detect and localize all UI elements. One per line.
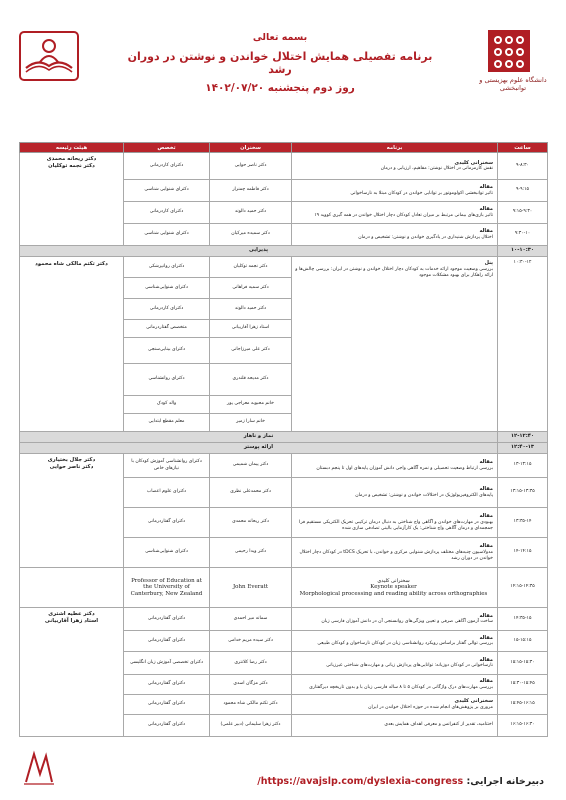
document-footer: [0, 748, 566, 800]
program-cell: [292, 202, 498, 224]
program-cell: [292, 652, 498, 675]
specialty-cell: دکترای علوم اعصاب: [124, 478, 210, 508]
col-time: ساعت: [498, 143, 548, 153]
header-titles: [120, 32, 440, 94]
table-row: [20, 454, 548, 478]
specialty-cell: دکترای گفتاردرمانی: [124, 695, 210, 715]
university-logo: [474, 28, 547, 108]
col-specialty: تخصص: [124, 143, 210, 153]
program-type: مقاله: [479, 459, 493, 466]
speaker-cell: دکتر مژگان اسدی: [210, 675, 292, 695]
chairs-cell: دکتر ریحانه محمدی دکتر نجمه توکلیان: [20, 153, 124, 246]
program-title: نارساخوانی در کودکان دوزبانه: توانایی‌های پردازش زبانی و مهارت‌های شناختی غیرزبانی: [326, 663, 493, 669]
speaker-cell: دکتر فاطمه چمنزار: [210, 180, 292, 202]
time-cell: ۱۵-۱۵:۱۵: [498, 631, 548, 652]
program-cell: [292, 675, 498, 695]
program-title: بررسی توالی گفتار براساس رویکرد روانشناسی زبان در کودکان نارساخوان و کودکان طبیعی: [317, 641, 493, 647]
break-row: [20, 443, 548, 454]
speaker-cell: دکتر ناصر حوایی: [210, 153, 292, 180]
specialty-cell: دکترای کاردرمانی: [124, 299, 210, 320]
program-cell: [292, 153, 498, 180]
program-type: مقاله: [479, 512, 493, 519]
specialty-cell: دکترای شنوایی‌شناسی: [124, 538, 210, 568]
specialty-cell: دکترای گفتاردرمانی: [124, 508, 210, 538]
specialty-cell: دکترای گفتاردرمانی: [124, 631, 210, 652]
time-cell: ۱۳-۱۳:۱۵: [498, 454, 548, 478]
break-label: نماز و ناهار: [20, 432, 498, 443]
speaker-cell: دکتر رضا کلانتری: [210, 652, 292, 675]
program-type: مقاله: [479, 184, 493, 191]
program-title: Morphological processing and reading ability across orthographies: [299, 590, 488, 597]
table-header-row: [20, 143, 548, 153]
program-type: مقاله: [479, 486, 493, 493]
specialty-cell: دکترای تخصصی آموزش زبان انگلیسی: [124, 652, 210, 675]
specialty-cell: Professor of Education at the University of Canterbury, New Zealand: [124, 568, 210, 608]
speaker-cell: John Everatt: [210, 568, 292, 608]
program-cell: [292, 224, 498, 246]
program-cell: [292, 180, 498, 202]
program-type: سخنرانی کلیدی: [454, 698, 493, 705]
specialty-cell: دکترای کاردرمانی: [124, 202, 210, 224]
program-title: تاثیر توانبخشی اکولوموتور بر توانایی خواندن در کودکان مبتلا به نارساخوانی: [350, 190, 493, 196]
speaker-cell: خانم محبوبه معراجی پور: [210, 396, 292, 414]
avaj-logo-icon: [22, 748, 56, 786]
specialty-cell: والد کودک: [124, 396, 210, 414]
program-type: مقاله: [479, 206, 493, 213]
program-type-fa: سخنرانی کلیدی: [377, 577, 410, 584]
chairs-cell: دکتر عطیه اشتری استاد زهرا آقاربیانی: [20, 608, 124, 737]
program-cell: [292, 695, 498, 715]
specialty-cell: دکترای گفتاردرمانی: [124, 675, 210, 695]
speaker-cell: دکتر حمید دالوند: [210, 202, 292, 224]
program-cell: [292, 608, 498, 631]
schedule-table: [19, 142, 548, 737]
specialty-cell: دکترای کاردرمانی: [124, 153, 210, 180]
program-title: اختتامیه، تقدیر از کنفرانس و معرفی اهداف همایش بعدی: [384, 722, 493, 728]
program-cell: [292, 715, 498, 737]
speaker-cell: دکتر ویدا رحیمی: [210, 538, 292, 568]
keynote-row: [20, 568, 548, 608]
time-cell: ۱۴:۳۵-۱۵: [498, 608, 548, 631]
time-cell: ۹-۹:۱۵: [498, 180, 548, 202]
basmala: بسمه تعالی: [252, 32, 308, 43]
program-title: پایه‌های الکتروفیزیولوژیک در اختلالات خواندن و نوشتن: تشخیص و درمان: [355, 492, 493, 498]
page-title: برنامه تفصیلی همایش اختلال خواندن و نوشتن در دوران رشد: [127, 50, 433, 76]
panel-row: [20, 257, 548, 278]
time-cell: ۱۴:۱۵-۱۴:۳۵: [498, 568, 548, 608]
specialty-cell: دکترای شنوایی شناسی: [124, 180, 210, 202]
document-header: [0, 0, 566, 120]
university-emblem-icon: [474, 28, 544, 74]
program-cell: [292, 631, 498, 652]
program-cell: [292, 478, 498, 508]
program-title: بررسی وضعیت موجود ارائه خدمات به کودکان دچار اختلال خواندن و نوشتن در ایران: بررسی چالش‌ها و ارائه راهکار برای بهبود مشکلات موجود: [295, 266, 493, 278]
speaker-cell: دکتر محمدعلی نظری: [210, 478, 292, 508]
program-title: اختلال پردازش شنیداری در یادگیری خواندن و نوشتن: تشخیص و درمان: [358, 234, 493, 240]
program-type: مقاله: [479, 542, 493, 549]
speaker-cell: دکتر علی میرزاجانی: [210, 338, 292, 364]
chairs-cell: دکتر تکتم مالکی شاه محمود: [20, 257, 124, 432]
speaker-cell: سمانه میر احمدی: [210, 608, 292, 631]
specialty-cell: دکترای شنوایی‌شناسی: [124, 278, 210, 299]
specialty-cell: دکترای گفتاردرمانی: [124, 715, 210, 737]
specialty-cell: دکترای روانشناسی: [124, 364, 210, 396]
specialty-cell: معلم مقطع ابتدایی: [124, 414, 210, 432]
time-cell: ۱۰-۱۰:۳۰: [498, 246, 548, 257]
col-program: برنامه: [292, 143, 498, 153]
time-cell: ۹:۱۵-۹:۳۰: [498, 202, 548, 224]
time-cell: ۱۳:۳۵-۱۴: [498, 508, 548, 538]
time-cell: ۱۵:۱۵-۱۵:۳۰: [498, 652, 548, 675]
program-cell: [292, 508, 498, 538]
speaker-cell: دکتر زهرا سلیمانی (دبیر علمی): [210, 715, 292, 737]
col-speaker: سخنران: [210, 143, 292, 153]
schedule-table-wrap: [19, 142, 547, 737]
congress-logo-icon: [18, 28, 80, 84]
program-title: ساخت آزمون آگاهی صرفی و تعیین ویژگی‌های روانسنجی آن در دانش آموزان فارسی زبان: [321, 619, 493, 625]
program-type: Keynote speaker: [370, 583, 417, 590]
specialty-cell: متخصص گفتاردرمانی: [124, 320, 210, 338]
time-cell: ۹:۳۰-۱۰: [498, 224, 548, 246]
speaker-cell: خانم سارا زمیر: [210, 414, 292, 432]
program-cell: [292, 257, 498, 432]
speaker-cell: دکتر ریحانه محمدی: [210, 508, 292, 538]
program-type: مقاله: [479, 228, 493, 235]
break-row: [20, 246, 548, 257]
speaker-cell: دکتر مدیحه قلندری: [210, 364, 292, 396]
program-title: بهبودی در مهارت‌های خواندن و آگاهی واج شناختی به دنبال درمان ترکیبی تحریک الکتریکی مستقیم فرا جمجمه‌ای و درمان آگاهی واج شناختی: یک کارآزمایی بالینی تصادفی سازی شده: [299, 519, 493, 531]
speaker-cell: دکتر سمیه فراهانی: [210, 278, 292, 299]
program-type: مقاله: [479, 612, 493, 619]
speaker-cell: دکتر تکتم مالکی شاه محمود: [210, 695, 292, 715]
specialty-cell: دکترای شنوایی شناسی: [124, 224, 210, 246]
break-label: ارائه پوستر: [20, 443, 498, 454]
secretariat-label: دبیرخانه اجرایی:: [466, 776, 544, 787]
program-title: بررسی مهارت‌های درک واژگانی در کودکان ۵ تا ۸ ساله فارسی زبان با و بدون تاریخچه دیرگفتاری: [309, 684, 493, 690]
program-title: نقش کارمرمانی در اختلال نوشتن: مفاهیم، ارزیابی و درمان: [380, 166, 493, 172]
chairs-cell-empty: [20, 568, 124, 608]
program-type: سخنرانی کلیدی: [454, 159, 493, 166]
time-cell: ۱۳:۱۵-۱۳:۳۵: [498, 478, 548, 508]
time-cell: ۱۲:۴۰-۱۳: [498, 443, 548, 454]
speaker-cell: دکتر نجمه توکلیان: [210, 257, 292, 278]
time-cell: ۱۵:۳۰-۱۵:۴۵: [498, 675, 548, 695]
speaker-cell: دکتر حمید دالوند: [210, 299, 292, 320]
specialty-cell: دکترای روانپزشکی: [124, 257, 210, 278]
university-name: دانشگاه علوم بهزیستی و توانبخشی: [479, 76, 547, 93]
speaker-cell: دکتر سیده مریم خدامی: [210, 631, 292, 652]
secretariat-line: [104, 776, 544, 787]
table-row: [20, 153, 548, 180]
specialty-cell: دکترای روانشناسی آموزش کودکان با نیازهای خاص: [124, 454, 210, 478]
program-cell: [292, 454, 498, 478]
col-chairs: هیئت رئیسه: [20, 143, 124, 153]
chairs-cell: دکتر جلال بختیاری دکتر ناصر حوایی: [20, 454, 124, 568]
program-cell: [292, 568, 498, 608]
time-cell: ۱۰:۳۰-۱۲: [498, 257, 548, 432]
program-title: مدولاسیون چنبه‌های مختلف پردازش شنوایی مرکزی و خواندن، با تحریک tDCS در کودکان دچار اختلال خواندن در دوران رشد: [299, 549, 493, 561]
break-label: پذیرایی: [20, 246, 498, 257]
secretariat-url[interactable]: https://avajslp.com/dyslexia-congress/: [257, 776, 464, 787]
speaker-cell: دکتر سمیده میرکیان: [210, 224, 292, 246]
speaker-cell: استاد زهرا آقاربیانی: [210, 320, 292, 338]
program-type: پنل: [484, 260, 493, 266]
program-type: مقاله: [479, 678, 493, 685]
program-type: مقاله: [479, 656, 493, 663]
time-cell: ۱۵:۴۵-۱۶:۱۵: [498, 695, 548, 715]
program-cell: [292, 538, 498, 568]
program-title: مروری بر پژوهش‌های انجام شده در حوزه اختلال خواندن در ایران: [368, 704, 493, 710]
program-title: بررسی ارتباط وضعیت تحصیلی و نمره آگاهی واجی دانش آموزان پایه‌های اول تا پنجم دبستان: [316, 465, 493, 471]
time-cell: ۹-۸:۳۰: [498, 153, 548, 180]
time-cell: ۱۲-۱۲:۴۰: [498, 432, 548, 443]
specialty-cell: دکترای بینایی‌سنجی: [124, 338, 210, 364]
break-row: [20, 432, 548, 443]
specialty-cell: دکترای گفتاردرمانی: [124, 608, 210, 631]
time-cell: ۱۶:۱۵-۱۶:۳۰: [498, 715, 548, 737]
table-row: [20, 608, 548, 631]
time-cell: ۱۴-۱۴:۱۵: [498, 538, 548, 568]
program-type: مقاله: [479, 634, 493, 641]
day-date: روز دوم پنجشنبه ۱۴۰۲/۰۷/۲۰: [205, 82, 355, 94]
program-title: تاثیر بازی‌های بیمانی مرتبط بر میزان تعادل کودکان دچار اختلال خواندن در همه گیری کووید ۱۹: [314, 212, 493, 218]
speaker-cell: دکتر پیمان شمیمی: [210, 454, 292, 478]
